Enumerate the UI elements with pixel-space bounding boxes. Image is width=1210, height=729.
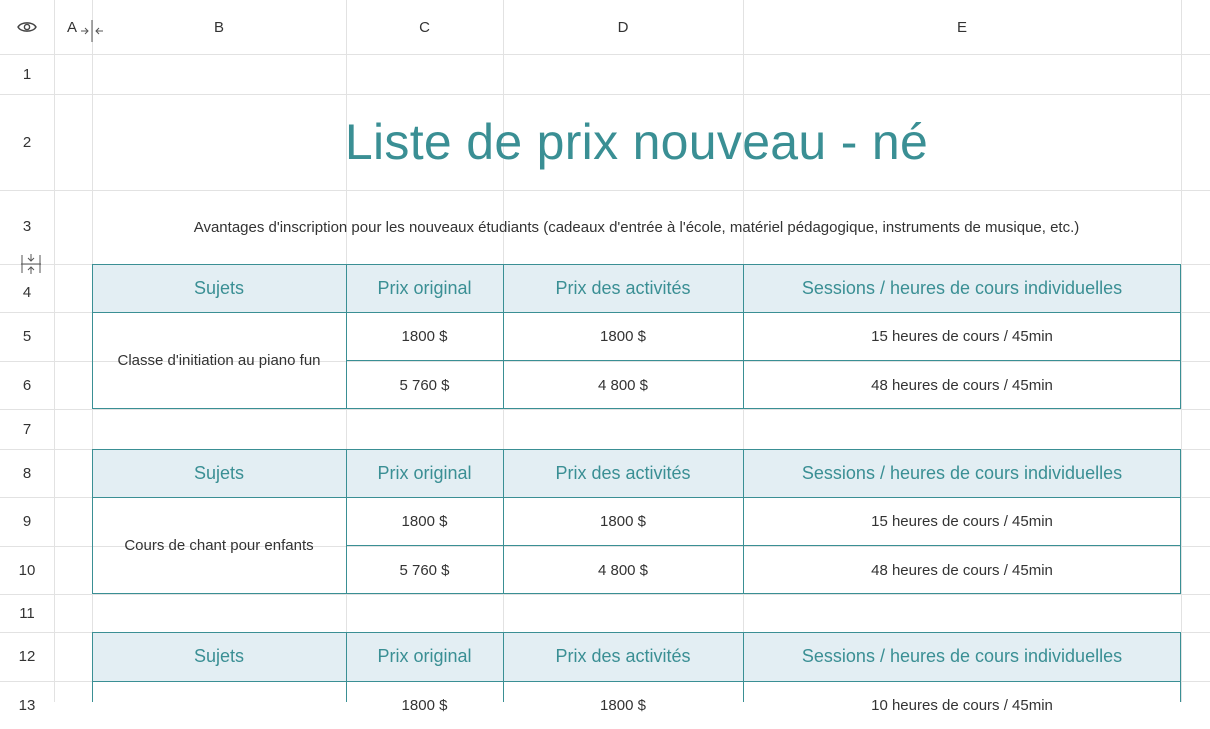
column-header-e[interactable]: E	[956, 18, 967, 36]
column-header-d[interactable]: D	[617, 18, 629, 36]
header-cell-activity-price[interactable]: Prix des activités	[503, 449, 743, 497]
row-header-2[interactable]: 2	[22, 133, 32, 151]
sessions-cell[interactable]: 10 heures de cours / 45min	[871, 696, 1053, 714]
column-header-c[interactable]: C	[419, 18, 430, 36]
row-header-1[interactable]: 1	[22, 65, 32, 83]
page-title[interactable]: Liste de prix nouveau - né	[344, 114, 929, 170]
original-price-cell[interactable]: 1800 $	[401, 513, 448, 530]
row-header-5[interactable]: 5	[22, 328, 32, 345]
activity-price-cell[interactable]: 4 800 $	[597, 376, 649, 394]
row-header-3[interactable]: 3	[22, 218, 32, 235]
header-cell-original-price[interactable]: Prix original	[346, 264, 503, 312]
row-header-4[interactable]: 4	[22, 283, 32, 301]
row-header-7[interactable]: 7	[22, 420, 32, 438]
header-cell-activity-price[interactable]: Prix des activités	[503, 264, 743, 312]
row-header-8[interactable]: 8	[22, 464, 32, 482]
subject-cell[interactable]	[92, 681, 346, 729]
header-cell-subjects[interactable]: Sujets	[92, 632, 346, 681]
header-cell-sessions[interactable]: Sessions / heures de cours individuelles	[743, 449, 1181, 497]
header-cell-sessions[interactable]: Sessions / heures de cours individuelles	[743, 264, 1181, 312]
eye-icon[interactable]	[17, 19, 37, 35]
header-cell-subjects[interactable]: Sujets	[92, 264, 346, 312]
row-header-13[interactable]: 13	[18, 696, 36, 714]
subject-cell[interactable]: Classe d'initiation au piano fun	[117, 352, 321, 369]
activity-price-cell[interactable]: 1800 $	[600, 696, 646, 714]
activity-price-cell[interactable]: 1800 $	[600, 513, 646, 530]
header-cell-subjects[interactable]: Sujets	[92, 449, 346, 497]
row-header-12[interactable]: 12	[18, 648, 36, 665]
header-cell-activity-price[interactable]: Prix des activités	[503, 632, 743, 681]
subject-cell[interactable]: Cours de chant pour enfants	[124, 537, 314, 554]
activity-price-cell[interactable]: 4 800 $	[597, 561, 649, 579]
row-header-9[interactable]: 9	[22, 513, 32, 530]
sessions-cell[interactable]: 48 heures de cours / 45min	[871, 561, 1053, 579]
sessions-cell[interactable]: 48 heures de cours / 45min	[871, 376, 1053, 394]
subtitle-cell[interactable]: Avantages d'inscription pour les nouveaux étudiants (cadeaux d'entrée à l'école, matériel pédagogique, instruments de musique, etc.)	[193, 218, 1080, 236]
original-price-cell[interactable]: 5 760 $	[399, 376, 450, 394]
header-cell-original-price[interactable]: Prix original	[346, 632, 503, 681]
original-price-cell[interactable]: 1800 $	[401, 696, 448, 714]
header-cell-sessions[interactable]: Sessions / heures de cours individuelles	[743, 632, 1181, 681]
sessions-cell[interactable]: 15 heures de cours / 45min	[871, 328, 1053, 345]
row-header-6[interactable]: 6	[22, 376, 32, 394]
header-cell-original-price[interactable]: Prix original	[346, 449, 503, 497]
original-price-cell[interactable]: 5 760 $	[399, 561, 450, 579]
column-header-b[interactable]: B	[213, 18, 224, 36]
sessions-cell[interactable]: 15 heures de cours / 45min	[871, 513, 1053, 530]
row-header-11[interactable]: 11	[19, 604, 35, 622]
column-header-a[interactable]: A	[67, 18, 78, 36]
original-price-cell[interactable]: 1800 $	[401, 328, 448, 345]
activity-price-cell[interactable]: 1800 $	[600, 328, 646, 345]
row-header-10[interactable]: 10	[18, 561, 36, 579]
